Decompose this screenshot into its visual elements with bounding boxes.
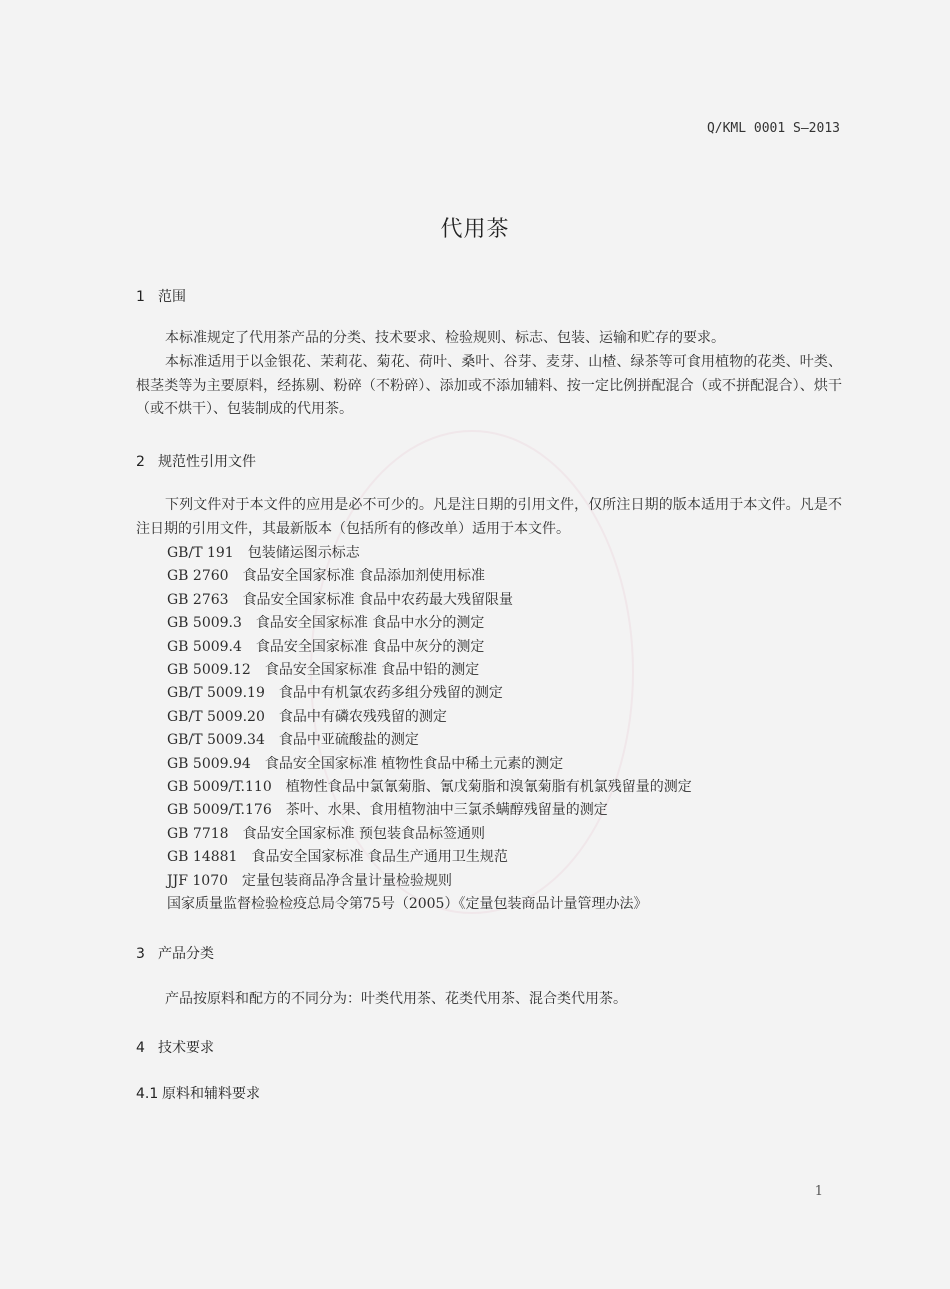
- standard-code: Q/KML 0001 S—2013: [706, 121, 840, 136]
- section-title: 规范性引用文件: [158, 454, 256, 470]
- reference-code: GB 5009.12: [167, 662, 251, 679]
- section-title: 范围: [158, 289, 186, 305]
- section-1-heading: [136, 286, 186, 306]
- list-item: [167, 542, 692, 565]
- reference-title: 定量包装商品净含量计量检验规则: [242, 872, 453, 889]
- section-number: 4.1: [136, 1086, 159, 1102]
- list-item: [167, 612, 692, 635]
- list-item: [167, 776, 692, 799]
- reference-title: 食品中有磷农残残留的测定: [278, 708, 447, 725]
- section-2-intro: 下列文件对于本文件的应用是必不可少的。凡是注日期的引用文件，仅所注日期的版本适用于本文件。凡是不注日期的引用文件，其最新版本（包括所有的修改单）适用于本文件。: [136, 497, 842, 537]
- reference-code: GB/T 5009.34: [167, 732, 265, 749]
- list-item: [167, 846, 692, 869]
- list-item: [167, 706, 692, 729]
- section-1-paragraph-1: 本标准规定了代用茶产品的分类、技术要求、检验规则、标志、包装、运输和贮存的要求。: [165, 330, 725, 346]
- reference-code: GB 5009.4: [167, 638, 242, 655]
- reference-code: GB 5009.94: [167, 755, 251, 772]
- reference-code: GB/T 5009.19: [167, 685, 265, 702]
- reference-title: 食品安全国家标准 食品中农药最大残留限量: [242, 591, 514, 608]
- section-title: 原料和辅料要求: [162, 1086, 260, 1102]
- section-number: 3: [136, 946, 145, 962]
- reference-code: GB 5009/T.176: [167, 802, 272, 819]
- list-item: [167, 799, 692, 822]
- section-1-paragraph-2: 本标准适用于以金银花、茉莉花、菊花、荷叶、桑叶、谷芽、麦芽、山楂、绿茶等可食用植物的花类、叶类、根茎类等为主要原料，经拣剔、粉碎（不粉碎）、添加或不添加辅料、按一定比例拼配混合（或不拼配混合）、烘干（或不烘干）、包装制成的代用茶。: [136, 354, 842, 417]
- reference-title: 茶叶、水果、食用植物油中三氯杀螨醇残留量的测定: [285, 802, 608, 819]
- list-item: [167, 729, 692, 752]
- reference-title: 食品中有机氯农药多组分残留的测定: [278, 685, 503, 702]
- list-item: [167, 565, 692, 588]
- section-4-heading: [136, 1037, 214, 1057]
- reference-title: 国家质量监督检验检疫总局令第75号（2005）《定量包装商品计量管理办法》: [167, 896, 648, 913]
- section-4-1-heading: [136, 1083, 260, 1103]
- reference-code: GB/T 191: [167, 545, 234, 561]
- reference-title: 食品安全国家标准 食品生产通用卫生规范: [251, 849, 508, 866]
- page-number: 1: [814, 1184, 823, 1199]
- reference-code: GB 2760: [167, 568, 229, 585]
- section-2-heading: [136, 451, 256, 471]
- list-item: [167, 893, 692, 916]
- section-3-paragraph: 产品按原料和配方的不同分为：叶类代用茶、花类代用茶、混合类代用茶。: [165, 991, 627, 1007]
- reference-title: 包装储运图示标志: [247, 545, 360, 561]
- section-title: 技术要求: [158, 1040, 214, 1056]
- reference-title: 植物性食品中氯氰菊脂、氰戊菊脂和溴氰菊脂有机氯残留量的测定: [285, 779, 692, 796]
- reference-code: GB 5009/T.110: [167, 779, 272, 796]
- reference-title: 食品安全国家标准 预包装食品标签通则: [242, 825, 486, 842]
- section-3-heading: [136, 943, 214, 963]
- reference-code: GB 2763: [167, 591, 229, 608]
- reference-code: GB 14881: [167, 849, 238, 866]
- document-title: 代用茶: [440, 217, 510, 242]
- section-number: 4: [136, 1040, 145, 1056]
- section-title: 产品分类: [158, 946, 214, 962]
- reference-title: 食品安全国家标准 食品中水分的测定: [255, 615, 485, 632]
- reference-title: 食品安全国家标准 食品添加剂使用标准: [242, 568, 486, 585]
- reference-title: 食品安全国家标准 植物性食品中稀土元素的测定: [264, 755, 564, 772]
- list-item: [167, 753, 692, 776]
- list-item: [167, 589, 692, 612]
- section-number: 1: [136, 289, 145, 305]
- section-number: 2: [136, 454, 145, 470]
- reference-title: 食品安全国家标准 食品中铅的测定: [264, 662, 480, 679]
- list-item: [167, 659, 692, 682]
- reference-code: GB/T 5009.20: [167, 708, 265, 725]
- list-item: [167, 823, 692, 846]
- reference-list: [167, 542, 692, 917]
- reference-title: 食品中亚硫酸盐的测定: [278, 732, 419, 749]
- reference-code: GB 7718: [167, 825, 229, 842]
- list-item: [167, 682, 692, 705]
- reference-code: GB 5009.3: [167, 615, 242, 632]
- list-item: [167, 636, 692, 659]
- reference-code: JJF 1070: [167, 872, 229, 889]
- reference-title: 食品安全国家标准 食品中灰分的测定: [255, 638, 485, 655]
- list-item: [167, 870, 692, 893]
